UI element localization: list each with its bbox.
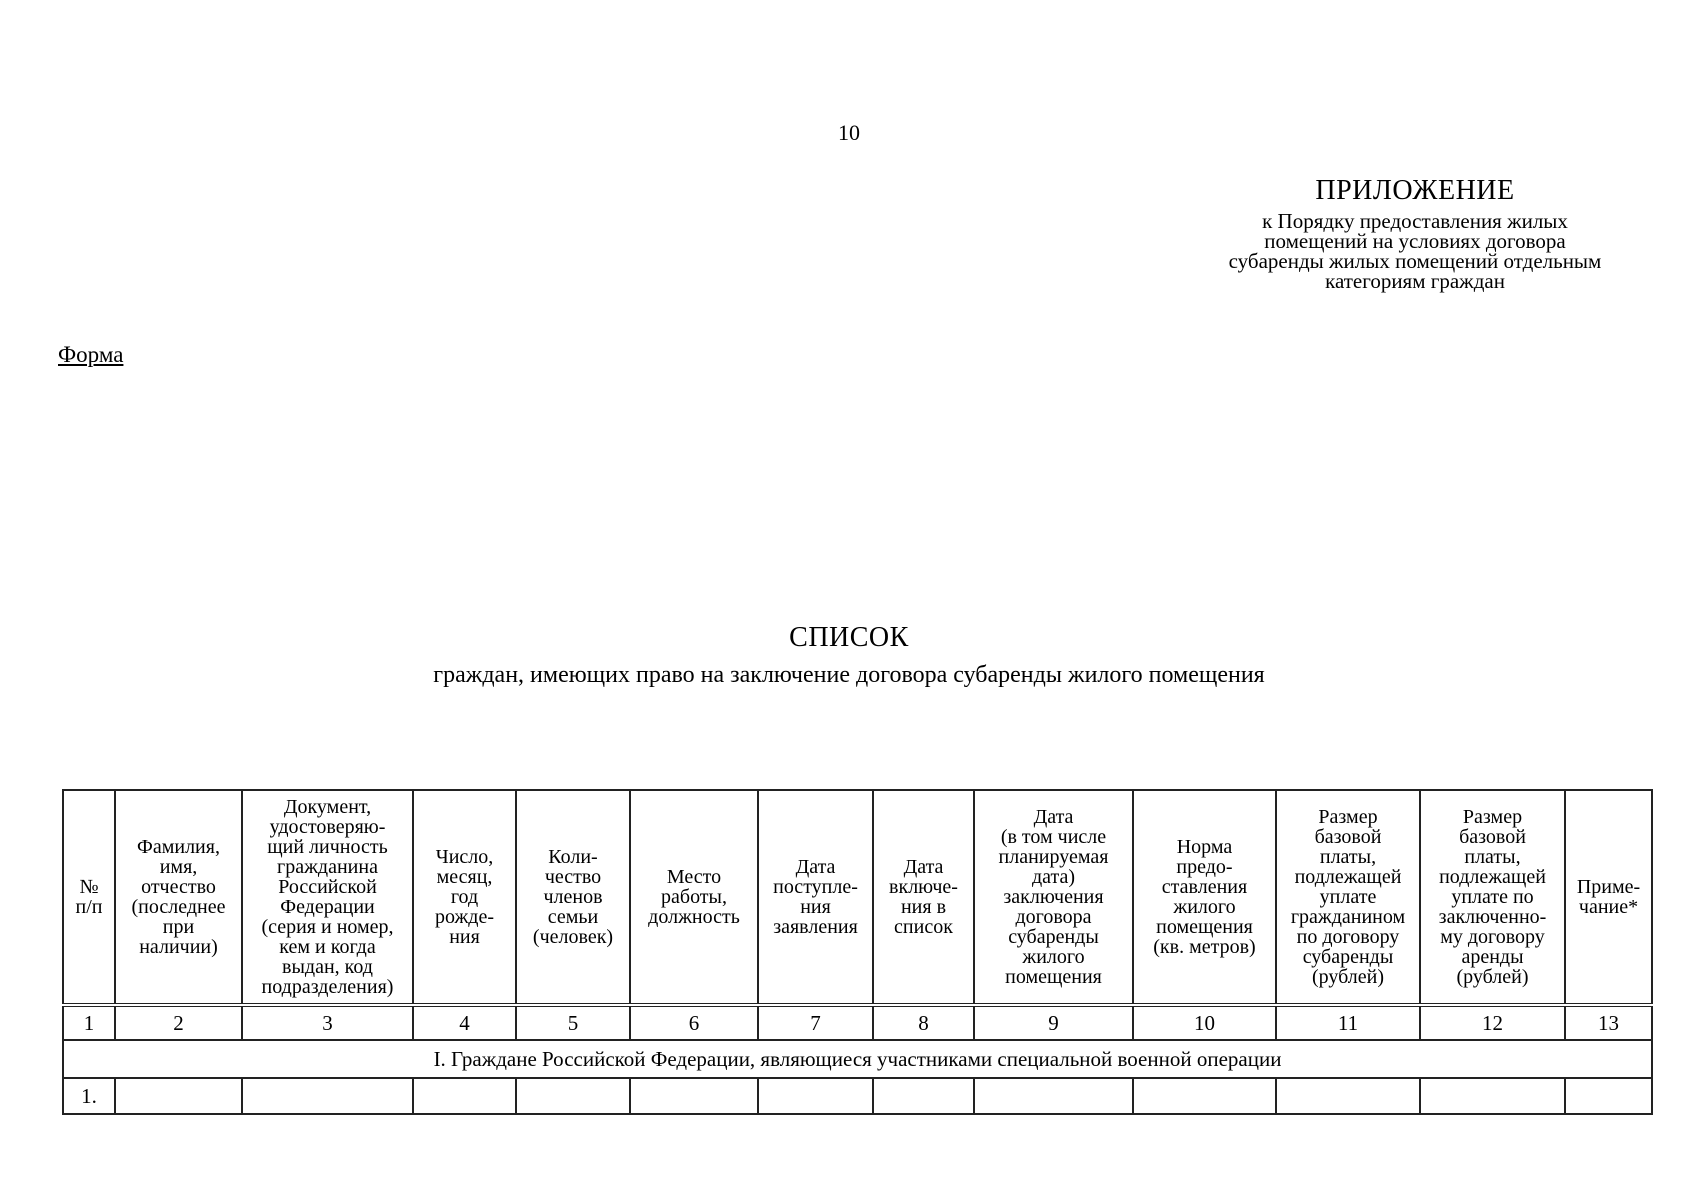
appendix-subtitle-line: категориям граждан — [1325, 268, 1505, 293]
column-number-row — [63, 1005, 1652, 1040]
header-cell-birth-date: Число, месяц, год рожде- ния — [413, 790, 516, 1005]
header-cell-identity-document: Документ, удостоверяю- щий личность гражданина Российской Федерации (серия и номер, кем и когда выдан, код подразделения) — [242, 790, 413, 1005]
column-number-cell: 4 — [413, 1005, 516, 1040]
column-number-cell: 9 — [974, 1005, 1133, 1040]
header-cell-family-size: Коли- чество членов семьи (человек) — [516, 790, 630, 1005]
header-cell-sublease-payment: Размер базовой платы, подлежащей уплате гражданином по договору субаренды (рублей) — [1276, 790, 1420, 1005]
table-cell — [115, 1078, 242, 1114]
appendix-subtitle-line: субаренды жилых помещений отдельным — [1228, 248, 1602, 273]
column-number-cell: 10 — [1133, 1005, 1276, 1040]
table-cell — [974, 1078, 1133, 1114]
column-number-cell: 13 — [1565, 1005, 1652, 1040]
header-cell-note: Приме- чание* — [1565, 790, 1652, 1005]
section-title: I. Граждане Российской Федерации, являющиеся участниками специальной военной операции — [63, 1040, 1652, 1078]
column-number-cell: 7 — [758, 1005, 873, 1040]
table-cell — [413, 1078, 516, 1114]
page-number: 10 — [838, 120, 860, 145]
column-number-cell: 1 — [63, 1005, 115, 1040]
appendix-block — [1175, 176, 1655, 291]
table-cell — [758, 1078, 873, 1114]
appendix-subtitle-line: к Порядку предоставления жилых — [1262, 208, 1568, 233]
header-cell-application-date: Дата поступле- ния заявления — [758, 790, 873, 1005]
header-cell-housing-norm: Норма предо- ставления жилого помещения (кв. метров) — [1133, 790, 1276, 1005]
header-cell-full-name: Фамилия, имя, отчество (последнее при наличии) — [115, 790, 242, 1005]
table-cell — [1276, 1078, 1420, 1114]
column-number-cell: 5 — [516, 1005, 630, 1040]
table-header-row — [63, 790, 1652, 1005]
header-cell-inclusion-date: Дата включе- ния в список — [873, 790, 974, 1005]
header-cell-contract-date: Дата (в том числе планируемая дата) заключения договора субаренды жилого помещения — [974, 790, 1133, 1005]
column-number-cell: 3 — [242, 1005, 413, 1040]
form-label: Форма — [58, 342, 124, 367]
column-number-cell: 6 — [630, 1005, 758, 1040]
table-cell — [873, 1078, 974, 1114]
citizens-list-table — [62, 789, 1653, 1115]
appendix-subtitle — [1175, 208, 1655, 293]
header-cell-workplace: Место работы, должность — [630, 790, 758, 1005]
table-cell — [516, 1078, 630, 1114]
column-number-cell: 2 — [115, 1005, 242, 1040]
table-cell — [1420, 1078, 1565, 1114]
list-subtitle: граждан, имеющих право на заключение договора субаренды жилого помещения — [433, 662, 1265, 688]
table-cell — [630, 1078, 758, 1114]
appendix-subtitle-line: помещений на условиях договора — [1264, 228, 1566, 253]
column-number-cell: 11 — [1276, 1005, 1420, 1040]
list-title: СПИСОК — [789, 622, 909, 653]
table-row — [63, 1078, 1652, 1114]
column-number-cell: 12 — [1420, 1005, 1565, 1040]
header-cell-number: № п/п — [63, 790, 115, 1005]
table-cell — [1133, 1078, 1276, 1114]
column-number-cell: 8 — [873, 1005, 974, 1040]
table-cell — [242, 1078, 413, 1114]
table-cell — [1565, 1078, 1652, 1114]
appendix-title: ПРИЛОЖЕНИЕ — [1315, 175, 1515, 206]
row-number-cell: 1. — [63, 1078, 115, 1114]
header-cell-lease-payment: Размер базовой платы, подлежащей уплате по заключенно- му договору аренды (рублей) — [1420, 790, 1565, 1005]
section-header-row — [63, 1040, 1652, 1078]
